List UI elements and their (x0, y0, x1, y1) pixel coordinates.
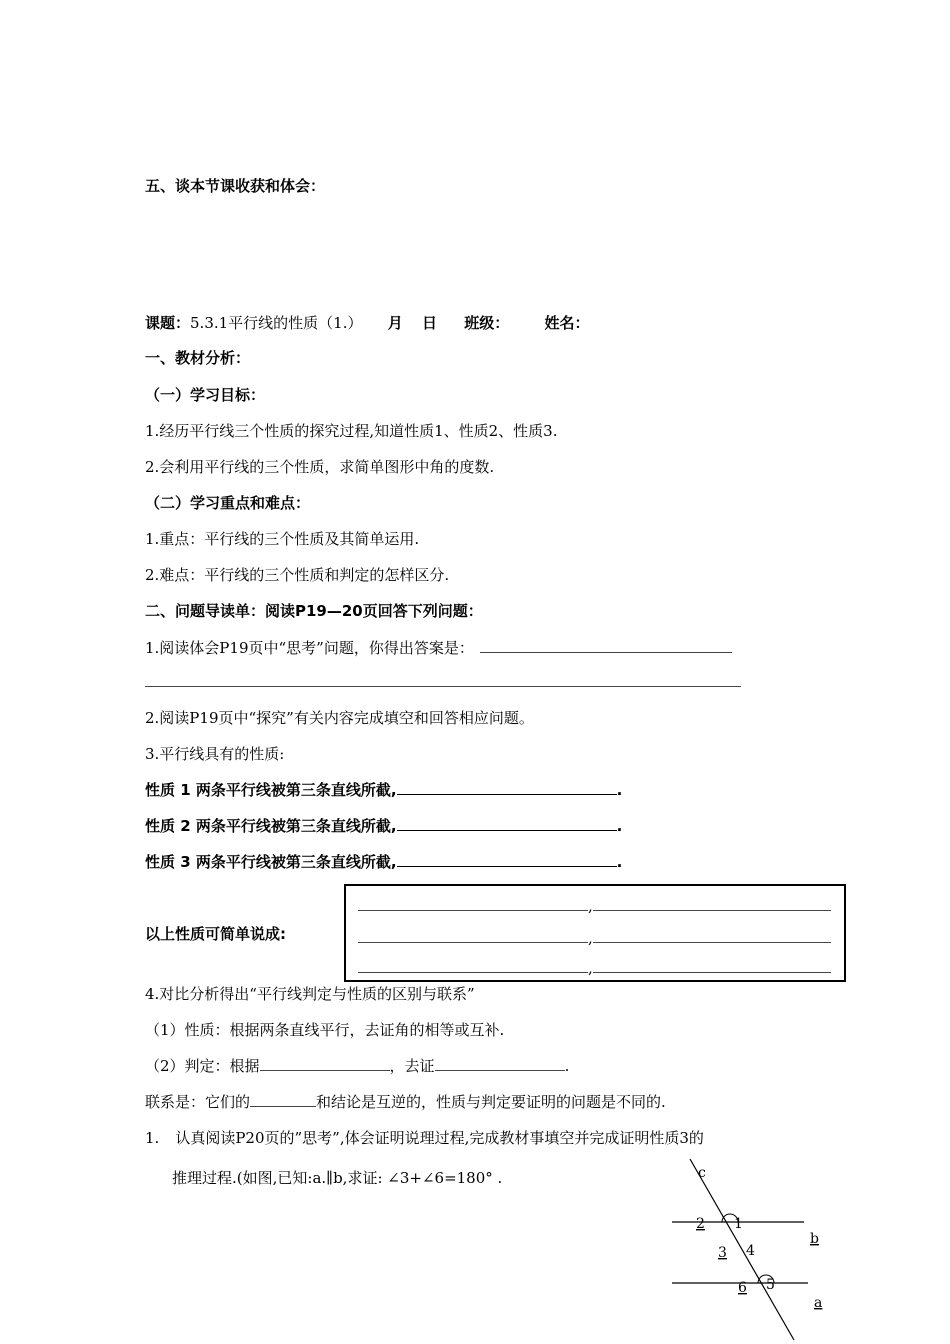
part1-title: 一、教材分析： (145, 349, 251, 367)
label-c: c (698, 1165, 706, 1181)
question-1-continued (145, 672, 741, 692)
difficult-point: 2.难点：平行线的三个性质和判定的怎样区分. (145, 566, 450, 584)
judgement-blank-1[interactable] (260, 1056, 390, 1071)
part1-sub1: （一）学习目标： (145, 386, 266, 404)
header-prefix: 课题： (145, 314, 191, 332)
summary-blank-1a[interactable] (358, 896, 588, 911)
summary-box (344, 884, 846, 982)
transversal-c (690, 1159, 794, 1340)
summary-blank-3a[interactable] (358, 958, 588, 973)
section-5-title: 五、谈本节课收获和体会： (145, 177, 326, 195)
angle-5: 5 (766, 1277, 775, 1293)
part1-sub2: （二）学习重点和难点： (145, 494, 311, 512)
question-1: 1.阅读体会P19页中“思考”问题，你得出答案是： (145, 638, 732, 658)
goal-1: 1.经历平行线三个性质的探究过程,知道性质1、性质2、性质3. (145, 422, 558, 440)
property-2: 性质 2 两条平行线被第三条直线所截, . (145, 817, 623, 835)
summary-row-1: , (358, 896, 831, 915)
angle-1: 1 (734, 1216, 743, 1232)
summary-blank-2a[interactable] (358, 928, 588, 943)
summary-row-2: , (358, 928, 831, 947)
task-1-continued: 推理过程.(如图,已知:a.∥b,求证: ∠3+∠6=180° . (172, 1169, 503, 1187)
angle-3: 3 (718, 1245, 727, 1261)
header-name: 姓名： (544, 314, 590, 332)
summary-row-3: , (358, 958, 831, 977)
answer-blank-1[interactable] (480, 638, 732, 653)
angle-6: 6 (738, 1280, 747, 1296)
summary-blank-2b[interactable] (593, 928, 831, 943)
angle-2: 2 (696, 1216, 705, 1232)
parallel-lines-figure (660, 1155, 840, 1344)
goal-2: 2.会利用平行线的三个性质，求简单图形中角的度数. (145, 458, 495, 476)
header-class: 班级： (464, 314, 510, 332)
part2-title: 二、问题导读单：阅读P19—20页回答下列问题： (145, 602, 483, 620)
property-2-blank[interactable] (397, 816, 617, 831)
summary-blank-3b[interactable] (593, 958, 831, 973)
question-2: 2.阅读P19页中“探究”有关内容完成填空和回答相应问题。 (145, 709, 534, 727)
relation-line: 联系是：它们的 和结论是互逆的，性质与判定要证明的问题是不同的. (145, 1093, 666, 1111)
question-4b: （2）判定：根据 ，去证 . (145, 1057, 570, 1075)
header-day: 日 (421, 314, 437, 332)
property-3-blank[interactable] (397, 852, 617, 867)
question-4: 4.对比分析得出“平行线判定与性质的区别与联系” (145, 985, 475, 1003)
label-a: a (814, 1295, 823, 1311)
question-3: 3.平行线具有的性质: (145, 745, 285, 763)
summary-blank-1b[interactable] (593, 896, 831, 911)
header-month: 月 (387, 314, 403, 332)
label-b: b (810, 1231, 819, 1247)
question-4a: （1）性质：根据两条直线平行，去证角的相等或互补. (145, 1021, 505, 1039)
property-1-blank[interactable] (397, 780, 617, 795)
answer-blank-1b[interactable] (145, 672, 741, 687)
relation-blank[interactable] (250, 1092, 316, 1107)
summary-label: 以上性质可简单说成: (145, 925, 286, 943)
angle-4: 4 (746, 1243, 755, 1259)
header-topic: 5.3.1平行线的性质（1.） (190, 314, 363, 332)
key-point: 1.重点：平行线的三个性质及其简单运用. (145, 530, 420, 548)
property-3: 性质 3 两条平行线被第三条直线所截, . (145, 853, 623, 871)
task-1: 1. 认真阅读P20页的”思考”,体会证明说理过程,完成教材事填空并完成证明性质3的 (145, 1129, 704, 1147)
lesson-header (145, 313, 590, 333)
judgement-blank-2[interactable] (435, 1056, 565, 1071)
property-1: 性质 1 两条平行线被第三条直线所截, . (145, 781, 623, 799)
